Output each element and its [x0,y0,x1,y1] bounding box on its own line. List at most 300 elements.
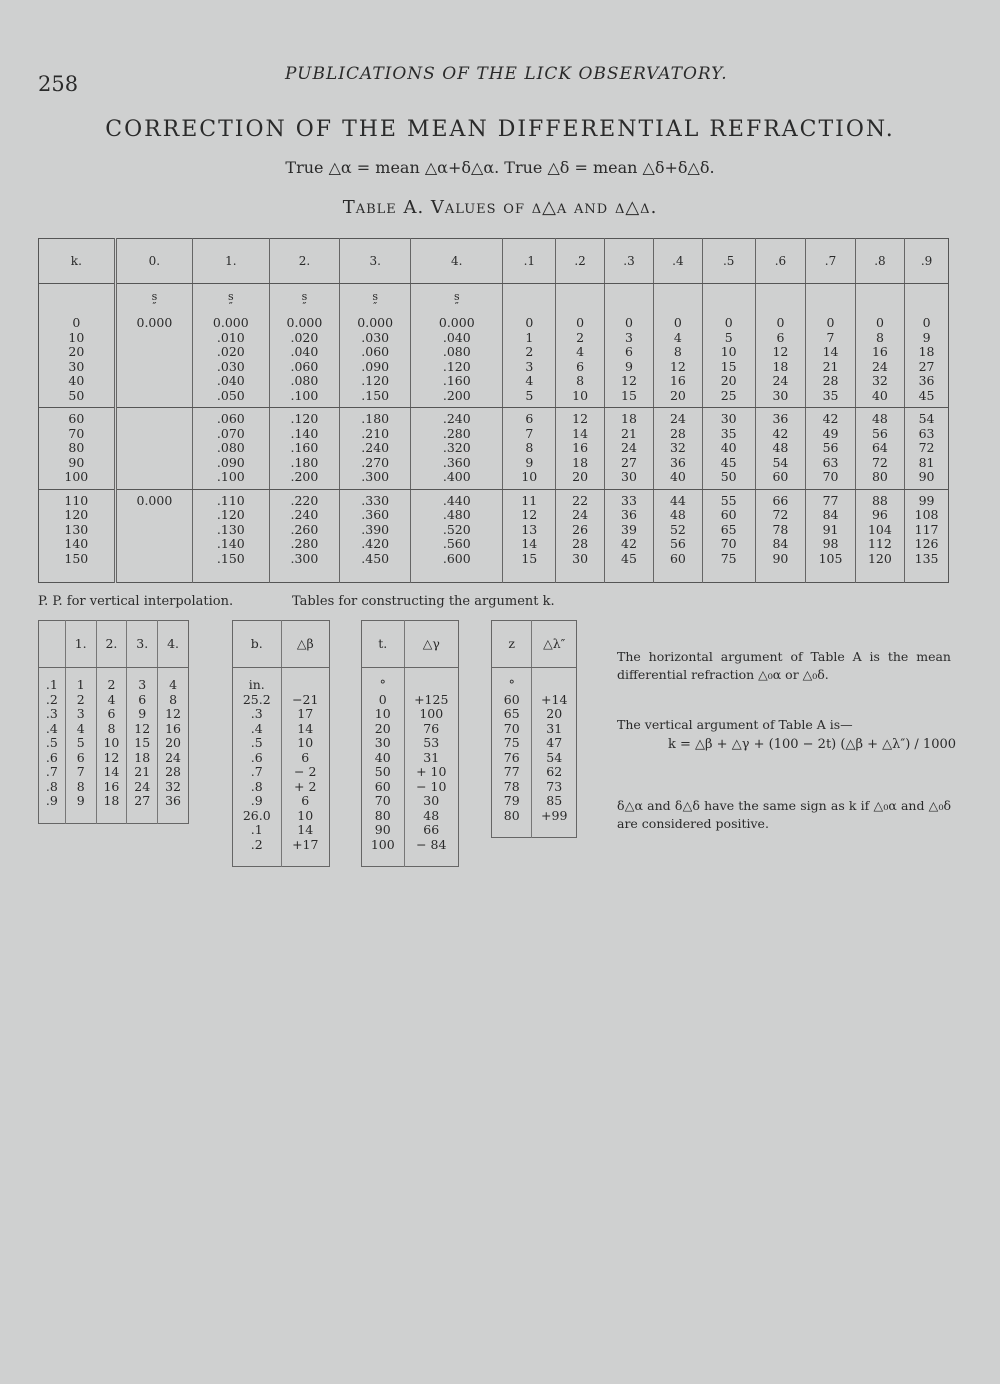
cell-value: 7 [525,425,534,441]
cell-value: 12 [103,749,120,765]
col-header: 3. [127,621,158,668]
cell-value: 0 [826,315,835,330]
cell-value: 63 [822,454,839,470]
cell-value: 18 [103,793,120,808]
cell-value: 108 [914,507,939,522]
cell-value: .8 [45,778,58,794]
cell-value: 9 [625,358,633,374]
cell-value: 24 [165,749,182,765]
tables-label: Tables for constructing the argument k. [292,594,555,609]
cell-value: .300 [361,469,390,484]
cell-value: 88 [871,492,888,508]
cell-value: 4 [76,720,85,736]
cell-value: 126 [914,536,939,551]
cell-value: 0.000 [438,315,475,330]
table-cell [269,312,340,408]
cell-value: 98 [822,536,839,551]
col-header: 1. [193,239,269,284]
cell-value: 50 [720,469,737,484]
cell-value: 0 [576,315,585,330]
running-head: PUBLICATIONS OF THE LICK OBSERVATORY. [285,64,728,84]
cell-value: .7 [250,764,263,779]
table-cell [411,312,503,408]
table-cell [605,489,654,583]
cell-value: 80 [374,807,391,823]
col-header: 4. [158,621,189,668]
cell-value [282,678,329,693]
cell-value: 60 [669,550,686,566]
cell-value: 78 [772,521,789,537]
cell-value: 36 [918,373,935,388]
cell-value: 70 [720,536,737,551]
pp-table [38,620,189,824]
cell-value: .200 [290,469,319,484]
col-header: z [492,621,532,668]
cell-value: 35 [720,425,737,441]
cell-value: .1 [45,677,58,692]
cell-value: 63 [918,425,935,441]
cell-value: 16 [165,720,182,736]
table-cell [855,408,904,490]
table-cell [39,408,116,490]
table-cell [340,312,411,408]
cell-value: 0 [625,315,633,330]
table-cell [556,489,605,583]
table-column [39,668,66,824]
cell-value: 27 [134,793,151,808]
cell-value: 11 [521,492,538,508]
table-column [532,668,577,838]
cell-value: 56 [822,440,839,455]
col-header: △λ″ [532,621,577,668]
cell-value: .320 [442,440,471,455]
cell-value: +125 [414,691,449,707]
cell-value: 15 [621,387,637,403]
cell-value: .140 [290,425,319,441]
cell-value: 30 [68,358,85,374]
unit-arcsec: ″ [152,300,157,313]
cell-value: .070 [216,425,245,441]
col-header: 3. [340,239,411,284]
table-cell [115,408,192,490]
cell-value: 32 [165,778,182,794]
cell-value: 6 [76,749,85,765]
table-cell [755,408,806,490]
cell-value: 55 [720,492,737,508]
cell-value: 8 [107,720,116,736]
cell-value: 53 [423,735,440,750]
cell-value: 8 [673,344,682,359]
col-header: 2. [96,621,127,668]
cell-value: 72 [772,507,789,522]
table-cell [411,489,503,583]
cell-value: 13 [521,521,538,537]
cell-value: 14 [103,764,120,779]
cell-value: 0.000 [136,315,173,330]
cell-value: − 2 [294,764,317,779]
cell-value: .140 [216,536,245,551]
cell-value: 3 [76,706,85,721]
cell-value: .300 [290,550,319,566]
cell-value: 6 [525,411,534,426]
cell-value: 6 [107,706,116,721]
cell-value: 26 [572,521,589,537]
cell-value: 8 [525,440,534,455]
cell-value: 1 [525,329,534,345]
cell-value: 27 [918,358,935,374]
cell-value: .5 [45,735,58,750]
cell-value: 66 [772,492,789,508]
cell-value: .130 [216,521,245,537]
cell-value: .020 [216,344,245,359]
table-column [404,668,458,867]
unit-arcsec: ″ [454,300,459,313]
cell-value: 0 [922,315,931,330]
col-header: 0. [115,239,192,284]
cell-value: 24 [621,440,637,455]
col-header: .9 [905,239,949,284]
cell-value: 31 [423,749,440,765]
cell-value: .360 [361,507,390,522]
cell-value: 64 [871,440,888,455]
col-header: t. [362,621,405,668]
cell-value: 44 [669,492,686,508]
cell-value: 45 [720,454,737,470]
cell-value: .2 [250,836,263,852]
cell-value: 15 [521,550,538,566]
cell-value: 60 [720,507,737,522]
cell-value: 0 [72,315,81,330]
cell-value: .080 [442,344,471,359]
table-cell [806,312,855,408]
col-header: .5 [702,239,755,284]
cell-value: .060 [290,358,319,374]
cell-value: .280 [442,425,471,441]
unit-seconds: s [301,290,308,303]
k-formula: k = △β + △γ + (100 − 2t) (△β + △λ″) / 1000 [668,737,957,752]
cell-value: − 84 [416,836,447,852]
cell-value: .2 [45,691,58,707]
cell-value: 15 [134,735,151,750]
cell-value: .240 [442,411,471,426]
cell-value: ° [379,677,386,692]
table-cell [855,489,904,583]
cell-value: 12 [134,720,151,736]
cell-value: in. [248,677,265,692]
cell-value: 30 [720,411,737,426]
cell-value: .240 [290,507,319,522]
cell-value: 5 [525,387,534,403]
cell-value: 65 [503,706,520,721]
cell-value: .090 [216,454,245,470]
cell-value: .400 [442,469,471,484]
table-column [281,668,329,867]
cell-value: 50 [374,764,391,779]
cell-value: 4 [525,373,534,388]
cell-value: .040 [216,373,245,388]
table-column [362,668,405,867]
cell-value: 0 [673,315,682,330]
cell-value: 10 [572,387,589,403]
cell-value: 100 [419,706,444,721]
cell-value: .080 [216,440,245,455]
unit-cell [653,284,702,313]
cell-value: 2 [576,329,585,345]
cell-value: 6 [301,793,310,808]
cell-value: 30 [621,469,637,484]
table-cell [806,489,855,583]
table-cell [503,312,556,408]
cell-value: 40 [669,469,686,484]
cell-value: 25 [720,387,737,403]
cell-value: 104 [867,521,892,537]
t-table [361,620,459,867]
col-header: .2 [556,239,605,284]
cell-value: 49 [822,425,839,441]
cell-value: 21 [621,425,637,441]
table-cell [905,312,949,408]
table-cell [806,408,855,490]
col-header: .3 [605,239,654,284]
cell-value: 66 [423,822,440,837]
cell-value: 3 [138,677,147,692]
cell-value: 60 [772,469,789,484]
table-cell [755,312,806,408]
cell-value: 60 [374,778,391,794]
cell-value: 48 [871,411,888,426]
cell-value: 24 [871,358,888,374]
cell-value: 70 [503,720,520,736]
cell-value: 30 [772,387,789,403]
cell-value: .6 [45,749,58,765]
cell-value: 84 [822,507,839,522]
cell-value: 25.2 [242,691,271,707]
unit-seconds: s [151,290,158,303]
table-cell [605,408,654,490]
cell-value: 14 [572,425,589,441]
col-header [39,621,66,668]
cell-value: 75 [503,735,520,750]
table-cell [115,312,192,408]
table-cell [39,312,116,408]
cell-value: 100 [64,469,89,484]
cell-value: 6 [625,344,633,359]
cell-value: 110 [64,492,89,508]
unit-cell [806,284,855,313]
cell-value: 32 [871,373,888,388]
cell-value: .420 [361,536,390,551]
cell-value: 6 [776,329,785,345]
page-number: 258 [38,72,79,96]
cell-value: .120 [290,411,319,426]
cell-value: .050 [216,387,245,403]
cell-value: 16 [669,373,686,388]
cell-value: 56 [669,536,686,551]
cell-value: 4 [673,329,682,345]
z-table [491,620,577,838]
cell-value: 0 [525,315,534,330]
cell-value: .6 [250,749,263,765]
cell-value: 120 [64,507,89,522]
cell-value: 8 [875,329,884,345]
table-column [96,668,127,824]
cell-value: .150 [361,387,390,403]
unit-seconds: s [227,290,234,303]
cell-value: 18 [134,749,151,765]
table-cell [411,408,503,490]
cell-value: 75 [720,550,737,566]
cell-value: 48 [772,440,789,455]
cell-value: .060 [216,411,245,426]
cell-value: .240 [361,440,390,455]
cell-value: 4 [107,691,116,707]
cell-value: 6 [301,749,310,765]
cell-value: 50 [68,387,85,403]
cell-value: 8 [576,373,585,388]
cell-value: 56 [871,425,888,441]
cell-value: 60 [503,691,520,707]
col-header: b. [233,621,282,668]
cell-value: 14 [297,822,314,837]
table-cell [755,489,806,583]
cell-value: .3 [45,706,58,721]
cell-value: 90 [918,469,935,484]
cell-value: 28 [822,373,839,388]
cell-value: 48 [669,507,686,522]
cell-value: 150 [64,550,89,566]
cell-value: 0 [724,315,733,330]
cell-value: 40 [68,373,85,388]
unit-cell [556,284,605,313]
cell-value [532,678,576,693]
cell-value: .5 [250,735,263,750]
cell-value: 18 [918,344,935,359]
cell-value: −21 [292,691,319,707]
cell-value: 90 [772,550,789,566]
cell-value: 117 [914,521,939,537]
cell-value: 30 [423,793,440,808]
unit-arcsec: ″ [373,300,378,313]
cell-value: .1 [250,822,263,837]
cell-value: 76 [423,720,440,736]
cell-value: 7 [826,329,835,345]
cell-value: 9 [76,793,85,808]
cell-value: 6 [138,691,147,707]
cell-value: .4 [250,720,263,736]
cell-value: 24 [134,778,151,794]
cell-value: 35 [822,387,839,403]
cell-value: + 10 [416,764,447,779]
unit-cell [755,284,806,313]
cell-value: 18 [572,454,589,470]
cell-value: 54 [772,454,789,470]
cell-value: 16 [871,344,888,359]
cell-value [405,678,458,693]
col-header: △β [281,621,329,668]
cell-value: .120 [361,373,390,388]
cell-value: 99 [918,492,935,508]
cell-value: 16 [103,778,120,794]
cell-value: 20 [720,373,737,388]
cell-value: 20 [374,720,391,736]
cell-value: 30 [374,735,391,750]
unit-cell [503,284,556,313]
cell-value: 54 [546,749,563,765]
unit-cell [340,284,411,313]
cell-value: 36 [621,507,637,522]
cell-value: 45 [918,387,935,403]
cell-value: 21 [134,764,151,779]
col-header: .4 [653,239,702,284]
unit-cell [702,284,755,313]
table-cell [605,312,654,408]
unit-cell [905,284,949,313]
cell-value: .4 [45,720,58,736]
cell-value: 36 [772,411,789,426]
cell-value: 0 [378,691,387,707]
unit-cell [269,284,340,313]
cell-value: 14 [822,344,839,359]
cell-value: 42 [822,411,839,426]
unit-cell [855,284,904,313]
cell-value: 14 [521,536,538,551]
cell-value: 24 [572,507,589,522]
table-column [127,668,158,824]
cell-value: .110 [216,492,245,508]
cell-value: 76 [503,749,520,765]
pp-label: P. P. for vertical interpolation. [38,594,234,609]
cell-value: 27 [621,454,637,470]
cell-value: 80 [871,469,888,484]
cell-value: 91 [822,521,839,537]
cell-value: 130 [64,521,89,537]
col-header: 1. [65,621,96,668]
cell-value: 62 [546,764,563,779]
cell-value: .3 [250,706,263,721]
cell-value: .270 [361,454,390,470]
cell-value: 26.0 [242,807,271,823]
cell-value: .600 [442,550,471,566]
cell-value: 36 [165,793,182,808]
table-a [38,238,949,583]
col-header: 2. [269,239,340,284]
cell-value: 100 [370,836,395,852]
cell-value: .560 [442,536,471,551]
cell-value: 42 [621,536,637,551]
cell-value: .8 [250,778,263,794]
col-header: .7 [806,239,855,284]
cell-value: .280 [290,536,319,551]
cell-value: 10 [297,807,314,823]
cell-value: 2 [525,344,534,359]
cell-value: 48 [423,807,440,823]
table-cell [193,489,269,583]
b-table [232,620,330,867]
cell-value: .7 [45,764,58,779]
cell-value: 10 [68,329,85,345]
cell-value: 31 [546,720,563,736]
cell-value: .150 [216,550,245,566]
cell-value: 33 [621,492,637,508]
cell-value: .9 [45,793,58,808]
cell-value: 20 [68,344,85,359]
table-cell [653,312,702,408]
col-header: .6 [755,239,806,284]
cell-value: +17 [292,836,319,852]
cell-value: .440 [442,492,471,508]
cell-value: 78 [503,778,520,794]
cell-value: 18 [621,411,637,426]
